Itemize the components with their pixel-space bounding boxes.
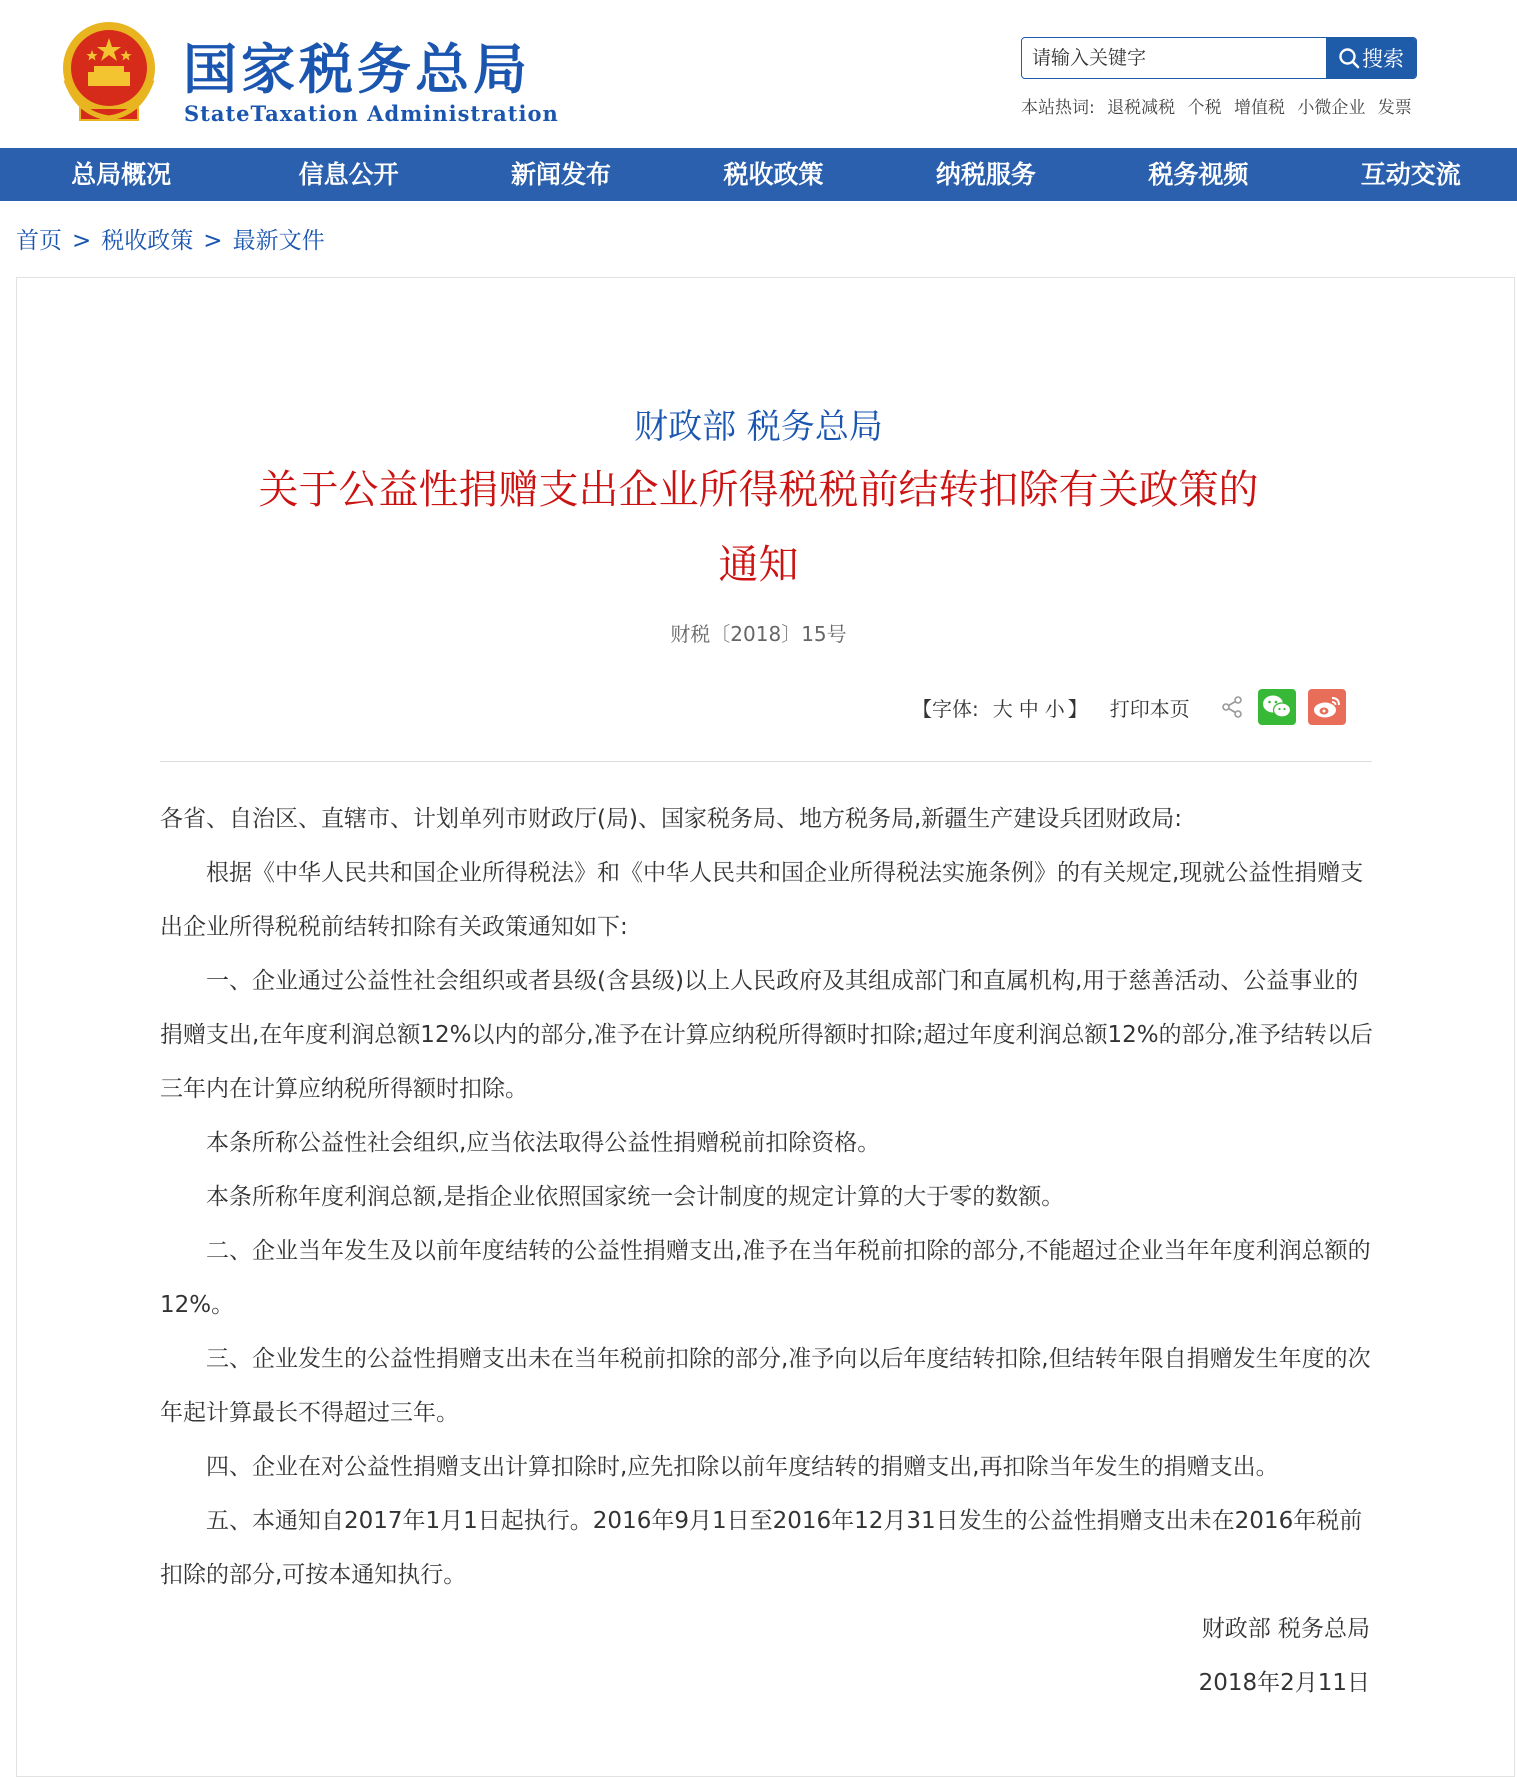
font-size-label: 【字体:: [912, 696, 979, 721]
wechat-glyph-icon: [1262, 694, 1292, 720]
nav-item-tax-policy[interactable]: 税收政策: [723, 160, 824, 189]
nav-item-news[interactable]: 新闻发布: [511, 160, 612, 189]
search-button[interactable]: [1326, 38, 1416, 78]
signature: 财政部 税务总局: [1201, 1616, 1370, 1642]
search-input[interactable]: [1022, 38, 1338, 78]
body-paragraph: 本条所称年度利润总额,是指企业依照国家统一会计制度的规定计算的大于零的数额。: [206, 1184, 1065, 1210]
nav-item-tax-service[interactable]: 纳税服务: [935, 160, 1036, 189]
article-title: 关于公益性捐赠支出企业所得税税前结转扣除有关政策的: [258, 467, 1259, 513]
article-body: [160, 792, 1374, 1710]
weibo-icon[interactable]: [1308, 689, 1346, 725]
nav-item-interaction[interactable]: 互动交流: [1360, 160, 1461, 189]
site-title[interactable]: 国家税务总局: [183, 38, 531, 101]
nav-item-videos[interactable]: 税务视频: [1148, 160, 1249, 189]
weibo-glyph-icon: [1312, 694, 1342, 720]
body-paragraph: 五、本通知自2017年1月1日起执行。2016年9月1日至2016年12月31日发生的公益性捐赠支出未在2016年税前扣除的部分,可按本通知执行。: [160, 1508, 1363, 1588]
site-header: [0, 0, 1517, 148]
share-icon[interactable]: [1220, 695, 1244, 719]
main-nav: [0, 148, 1517, 201]
article-tools: [912, 683, 1346, 731]
breadcrumb: [16, 222, 325, 255]
hot-word-link[interactable]: 个税: [1187, 98, 1222, 118]
body-paragraph: 一、企业通过公益性社会组织或者县级(含县级)以上人民政府及其组成部门和直属机构,用于慈善活动、公益事业的捐赠支出,在年度利润总额12%以内的部分,准予在计算应纳税所得额时扣除;超过年度利润总额12%的部分,准予结转以后三年内在计算应纳税所得额时扣除。: [160, 968, 1373, 1102]
body-paragraph: 本条所称公益性社会组织,应当依法取得公益性捐赠税前扣除资格。: [206, 1130, 881, 1156]
body-paragraph: 根据《中华人民共和国企业所得税法》和《中华人民共和国企业所得税法实施条例》的有关规定,现就公益性捐赠支出企业所得税税前结转扣除有关政策通知如下:: [160, 860, 1364, 940]
article-publisher: 财政部 税务总局: [634, 407, 883, 447]
search-button-label: 搜索: [1362, 47, 1404, 71]
document-number: 财税〔2018〕15号: [670, 622, 847, 646]
hot-word-link[interactable]: 退税减税: [1107, 98, 1176, 118]
font-size-small[interactable]: 小: [1044, 696, 1065, 721]
hot-words: [1021, 93, 1419, 118]
national-emblem-icon[interactable]: [58, 20, 160, 124]
nav-item-disclosure[interactable]: 信息公开: [298, 160, 399, 189]
article-title-line2: 通知: [718, 542, 799, 588]
signature-date: 2018年2月11日: [1198, 1670, 1370, 1696]
hot-word-link[interactable]: 小微企业: [1297, 98, 1366, 118]
breadcrumb-tax-policy[interactable]: 税收政策: [101, 228, 194, 254]
hot-word-link[interactable]: 发票: [1377, 98, 1412, 118]
addressee-paragraph: 各省、自治区、直辖市、计划单列市财政厅(局)、国家税务局、地方税务局,新疆生产建设兵团财政局:: [160, 806, 1183, 832]
body-paragraph: 四、企业在对公益性捐赠支出计算扣除时,应先扣除以前年度结转的捐赠支出,再扣除当年发生的捐赠支出。: [206, 1454, 1279, 1480]
body-paragraph: 二、企业当年发生及以前年度结转的公益性捐赠支出,准予在当年税前扣除的部分,不能超过企业当年年度利润总额的12%。: [160, 1238, 1371, 1318]
wechat-icon[interactable]: [1258, 689, 1296, 725]
site-title-en: StateTaxation Administration: [184, 101, 559, 126]
font-size-medium[interactable]: 中: [1018, 696, 1039, 721]
breadcrumb-home[interactable]: 首页: [16, 228, 62, 254]
nav-item-overview[interactable]: 总局概况: [71, 160, 172, 189]
breadcrumb-separator: >: [203, 228, 223, 254]
breadcrumb-latest-docs[interactable]: 最新文件: [232, 228, 325, 254]
hot-word-link[interactable]: 增值税: [1233, 98, 1285, 118]
hot-words-label: 本站热词:: [1021, 98, 1095, 118]
breadcrumb-separator: >: [72, 228, 92, 254]
body-paragraph: 三、企业发生的公益性捐赠支出未在当年税前扣除的部分,准予向以后年度结转扣除,但结转年限自捐赠发生年度的次年起计算最长不得超过三年。: [160, 1346, 1371, 1426]
print-page-link[interactable]: 打印本页: [1109, 696, 1190, 721]
font-size-large[interactable]: 大: [992, 696, 1013, 721]
font-size-bracket: 】: [1067, 696, 1088, 721]
search-icon: [1338, 47, 1360, 69]
divider: [160, 761, 1372, 762]
search-box: [1021, 37, 1417, 79]
